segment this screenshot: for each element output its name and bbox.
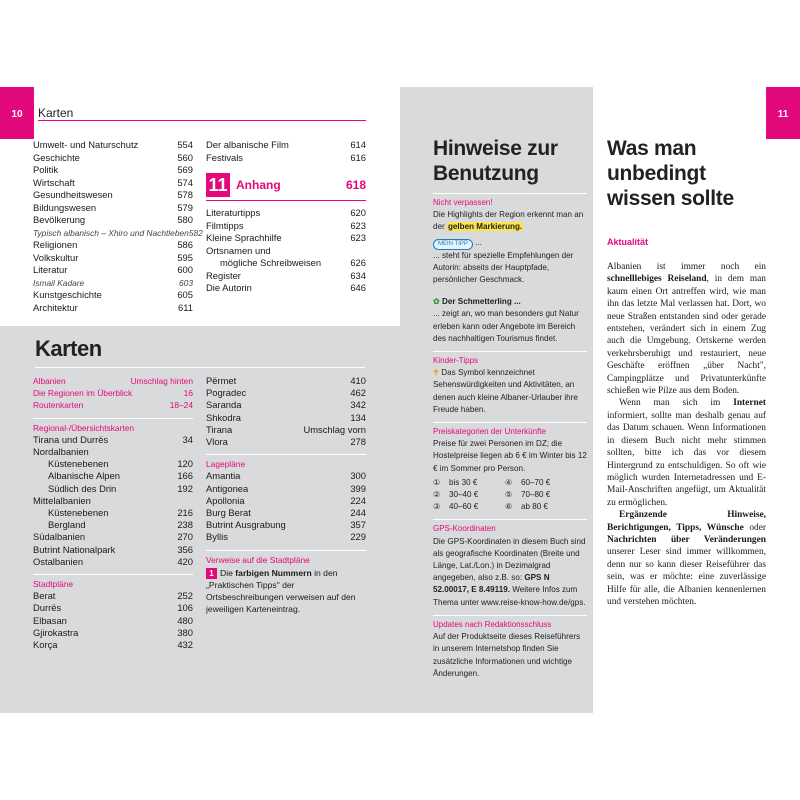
toc-page: 380 [177,626,193,638]
toc-label: Albanische Alpen [48,470,120,482]
toc-label: Gesundheitswesen [33,189,113,200]
toc-row [33,302,193,315]
toc-label: Përmet [206,375,237,386]
toc-page: 410 [350,375,366,386]
toc-page: 16 [183,388,193,399]
toc-label: Bildungswesen [33,201,97,213]
toc-row [33,387,193,399]
toc-row [33,556,193,568]
toc-page: 216 [177,507,193,519]
heading-preiskategorien: Preiskategorien der Unterkünfte [433,422,587,438]
toc-row [206,470,366,482]
toc-label: Wirtschaft [33,176,75,188]
toc-label: Filmtipps [206,219,244,231]
toc-row [33,152,193,165]
toc-page: 646 [350,282,366,293]
meintipp-row: MEIN TIPP ... [433,234,587,250]
toc-page: 134 [350,411,366,423]
toc-row [206,507,366,519]
toc-label: Ortsnamen und [206,244,271,256]
text-meintipp: ... steht für spezielle Empfehlungen der Autorin: abseits der Hauptpfade, persönlicher Geschmack. [433,250,574,285]
toc-row [33,177,193,190]
toc-row [206,531,366,543]
toc-row [33,139,193,152]
toc-label: Geschichte [33,151,80,163]
toc-label: Pogradec [206,387,247,399]
price-symbol: ④ [505,477,513,487]
toc-page: 579 [177,201,193,213]
toc-label: Kunstgeschichte [33,289,102,300]
toc-page: 224 [350,494,366,506]
chapter-number-badge: 11 [206,173,230,197]
toc-row [33,227,203,240]
price-category-grid [433,477,587,514]
section-heading-lageplaene: Lagepläne [206,454,366,470]
toc-label: Küstenebenen [48,458,109,470]
toc-page: 278 [350,436,366,448]
toc-row [33,375,193,387]
toc-row [33,289,193,302]
meintipp-icon: MEIN TIPP [433,239,473,250]
toc-row [33,239,193,252]
toc-page: 462 [350,387,366,399]
text-gps: Die GPS-Koordinaten in diesem Buch sind als geografische Koordinaten (Breite und Länge, Lat./Lon.) in Dezimalgrad angegeben, also z.B. so: GPS N 52.00017, E 8.49119. Weitere Infos zum Thema unter www.reise-know-how.de/gps. [433,536,586,607]
middle-title: Hinweise zur Benutzung [433,137,558,185]
toc-row [33,399,193,411]
heading-nicht-verpassen: Nicht verpassen! [433,193,587,209]
number-badge: 1 [206,568,217,579]
toc-page: 623 [350,219,366,231]
price-symbol: ⑤ [505,490,513,500]
karten-rule [35,367,365,368]
toc-page: 356 [177,543,193,555]
right-page [593,87,800,713]
toc-row [206,257,366,270]
toc-page: 578 [177,189,193,200]
toc-label: Der albanische Film [206,139,289,150]
usage-notes [433,193,587,680]
toc-label: Ostalbanien [33,555,84,567]
toc-page: Umschlag hinten [130,376,193,386]
toc-label: Festivals [206,151,243,163]
text-preise: Preise für zwei Personen im DZ; die Hostelpreise liegen ab 6 € im Winter bis 12 € im Sommer pro Person. [433,439,587,473]
toc-label: Ismail Kadare [33,277,85,288]
text-updates: Auf der Produktseite dieses Reiseführers in unserem Internetshop finden Sie zusätzliche Informationen und wichtige Änderungen. [433,632,581,678]
toc-row [206,412,366,424]
toc-row [206,519,366,531]
price-range: bis 30 € [449,477,478,487]
text-schmetterling: ... zeigt an, wo man besonders gut Natur erleben kann oder Angebote im Bereich des nachhaltigen Tourismus findet. [433,309,579,343]
toc-label: Antigonea [206,482,249,494]
chapter-title: Anhang [236,177,281,192]
toc-label: Tirana [206,423,233,435]
toc-row [33,507,193,519]
page-number-right: 11 [766,87,800,139]
toc-row [206,375,366,387]
butterfly-icon: ✿ [433,297,440,307]
right-title: Was man unbedingt wissen sollte [607,137,734,210]
verweis-note [206,550,366,615]
toc-row [206,139,366,152]
price-symbol: ⑥ [505,502,513,512]
toc-label: Apollonia [206,494,245,506]
toc-label: Politik [33,164,59,175]
toc-row [33,202,193,215]
toc-page: 34 [182,433,193,445]
toc-page: 432 [177,639,193,651]
section-heading-aktualitaet: Aktualität [607,237,649,247]
toc-label: Bevölkerung [33,214,86,225]
header-rule [38,120,366,121]
toc-page: 300 [350,470,366,482]
toc-page: 357 [350,519,366,531]
toc-label: Berat [33,590,56,602]
toc-row [33,483,193,495]
toc-page: 623 [350,232,366,243]
section-heading-stadtplaene: Stadtpläne [33,574,193,590]
toc-page: Umschlag vorn [303,423,366,435]
price-range: ab 80 € [521,502,549,512]
toc-label: Kleine Sprachhilfe [206,232,282,243]
toc-page: 634 [350,269,366,281]
toc-row [206,387,366,399]
toc-label: Literaturtipps [206,207,261,218]
toc-row [206,282,366,295]
toc-label: Umwelt- und Naturschutz [33,139,139,150]
toc-label: Bergland [48,519,86,531]
toc-label: Register [206,269,241,281]
toc-page: 620 [350,207,366,218]
toc-row [33,590,193,602]
toc-page: 574 [177,176,193,188]
toc-row [33,470,193,482]
paragraph-1: Albanien ist immer noch ein schnelllebiges Reiseland, in dem man kaum einen Ort antreffen wird, wie man ihn das letzte Mal verlassen hat. Dort, wo neue Straßen entstanden sind oder gerade entstehen, verändert sich in einem Zug auch die Umgebung. Ortskerne werden verkehrsberuhigt und restauriert, neue Geschäfte eröffnen „über Nacht", Campingplätze und Privatunterkünfte schießen wie Pilze aus dem Boden. [607,262,766,397]
toc-label: Durrës [33,602,62,614]
toc-label: Die Autorin [206,282,252,293]
karten-title: Karten [35,336,102,361]
toc-label: Elbasan [33,614,67,626]
toc-page: 582 [188,227,203,238]
karten-column-1 [33,375,193,651]
verweis-heading: Verweise auf die Stadtpläne [206,554,310,565]
text-kinder: ☥ Das Symbol kennzeichnet Sehenswürdigkeiten und Aktivitäten, an denen auch kleine Albaner-Urlauber ihre Freude haben. [433,368,578,414]
toc-row [206,245,366,258]
toc-row [33,544,193,556]
toc-row [206,232,366,245]
paragraph-3: Ergänzende Hinweise, Berichtigungen, Tipps, Wünsche oder Nachrichten über Veränderungen unserer Leser sind immer willkommen, denn nur so kann dieser Reiseführer das sein, was er möchte: eine zuverlässige Hilfe für alle, die Albanien kennenlernen und verstehen möchten. [607,510,766,607]
toc-label: Tirana und Durrës [33,433,109,445]
toc-row [206,270,366,283]
toc-row [33,446,193,458]
toc-page: 252 [177,590,193,602]
running-header: Karten [38,106,74,120]
toc-row [206,399,366,411]
toc-label: Südalbanien [33,531,86,543]
toc-row [33,519,193,531]
toc-page: 120 [177,458,193,470]
toc-row [33,189,193,202]
toc-row [33,458,193,470]
toc-row [33,252,193,265]
toc-row [206,424,366,436]
body-text [607,261,766,608]
toc-row [33,434,193,446]
toc-label: Burg Berat [206,507,251,519]
toc-page: 560 [177,151,193,163]
toc-label: Routenkarten [33,400,84,411]
toc-label: mögliche Schreibweisen [220,257,322,268]
toc-row [33,164,193,177]
toc-label: Shkodra [206,411,241,423]
toc-row [206,483,366,495]
heading-gps: GPS-Koordinaten [433,519,587,535]
toc-page: 616 [350,151,366,163]
toc-label: Südlich des Drin [48,482,117,494]
chapter-page: 618 [345,177,366,192]
toc-label: Religionen [33,239,78,250]
verweis-text: 1 Die farbigen Nummern in den „Praktischen Tipps" der Ortsbeschreibungen verweisen auf den jeweiligen Karteneintrag. [206,567,356,614]
toc-label: Architektur [33,301,78,313]
karten-section [0,326,400,713]
toc-page: 342 [350,399,366,411]
toc-row [33,277,193,290]
toc-row [33,627,193,639]
toc-row [33,214,193,227]
toc-row [33,615,193,627]
toc-page: 192 [177,482,193,494]
price-range: 70–80 € [521,490,551,500]
toc-row [206,436,366,448]
toc-row [33,531,193,543]
heading-kinder-tipps: Kinder-Tipps [433,351,587,367]
toc-column-1 [33,139,203,314]
toc-label: Saranda [206,399,242,411]
toc-page: 569 [177,164,193,175]
toc-label: Vlora [206,436,228,448]
price-range: 60–70 € [521,477,551,487]
toc-label: Die Regionen im Überblick [33,388,133,399]
toc-label: Butrint Nationalpark [33,543,116,555]
toc-page: 106 [177,602,193,614]
toc-page: 600 [177,264,193,275]
yellow-highlight: gelben Markierung. [447,222,523,232]
toc-row [206,495,366,507]
toc-label: Butrint Ausgrabung [206,519,286,531]
chapter-heading-anhang [206,173,366,201]
price-range: 40–60 € [449,502,479,512]
toc-row [33,264,193,277]
toc-page: 580 [177,214,193,225]
left-page [0,87,400,713]
toc-page: 611 [178,301,193,313]
toc-page: 626 [350,257,366,268]
toc-page: 238 [177,519,193,531]
karten-column-2 [206,375,366,615]
text-nicht-verpassen: Die Highlights der Region erkennt man an der gelben Markierung. [433,210,584,232]
toc-page: 166 [177,470,193,482]
toc-label: Gjirokastra [33,626,79,638]
toc-page: 229 [350,531,366,543]
section-heading-regional: Regional-/Übersichtskarten [33,418,193,434]
toc-page: 399 [350,482,366,494]
toc-row [206,207,366,220]
toc-label: Amantia [206,470,241,482]
price-symbol: ② [433,490,441,500]
child-icon: ☥ [433,368,440,378]
price-symbol: ① [433,477,441,487]
middle-page [400,87,593,713]
toc-row [206,152,366,165]
toc-page: 554 [177,139,193,150]
toc-page: 420 [177,555,193,567]
toc-page: 270 [177,531,193,543]
schmetterling-heading: ✿ Der Schmetterling ... [433,297,521,307]
price-range: 30–40 € [449,490,479,500]
toc-label: Literatur [33,264,68,275]
toc-label: Byllis [206,531,228,543]
toc-page: 595 [177,251,193,263]
toc-row [33,639,193,651]
toc-column-2 [206,139,366,295]
toc-row [33,495,193,507]
book-spread [0,87,800,713]
toc-page: 603 [179,277,193,288]
toc-page: 605 [177,289,193,300]
toc-row [33,602,193,614]
toc-page: 480 [177,614,193,626]
paragraph-2: Wenn man sich im Internet informiert, sollte man deshalb genau auf das Datum schauen. Wenn Informationen in diesem Buch nicht mehr stimmen sollten, bitte ich das vor diesem Hintergrund zu entschuldigen. So oft wie möglich wurden Internetadressen und E-Mail-Anschriften angefügt, um Aktualität zu ermöglichen. [607,398,766,508]
toc-page: 18–24 [169,400,193,411]
toc-label: Albanien [33,376,66,386]
toc-label: Typisch albanisch – Xhiro und Nachtleben [33,227,189,238]
toc-label: Mittelalbanien [33,494,91,506]
toc-label: Volkskultur [33,251,79,263]
toc-page: 586 [177,239,193,250]
toc-label: Korça [33,639,58,651]
toc-row [206,220,366,233]
toc-page: 614 [350,139,366,150]
toc-page: 244 [350,507,366,519]
heading-updates: Updates nach Redaktionsschluss [433,615,587,631]
page-number-left: 10 [0,87,34,139]
price-symbol: ③ [433,502,441,512]
toc-label: Küstenebenen [48,507,109,519]
toc-label: Nordalbanien [33,446,89,458]
